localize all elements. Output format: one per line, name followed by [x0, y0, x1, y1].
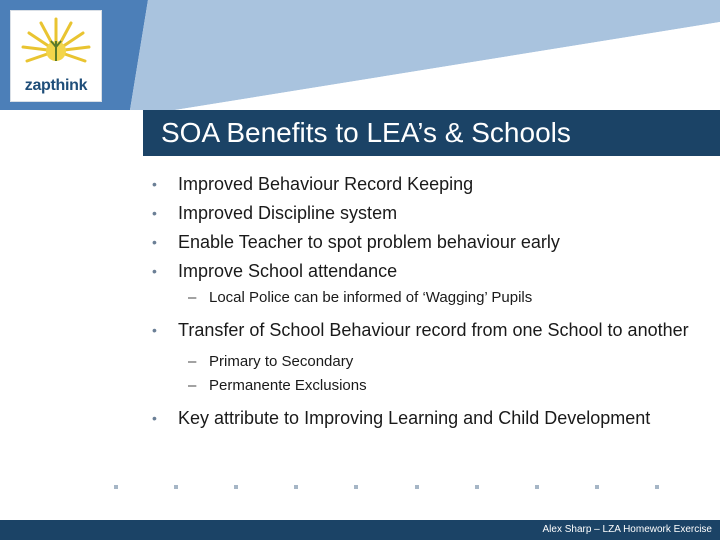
footer-text: Alex Sharp – LZA Homework Exercise [542, 524, 712, 535]
title-bar [143, 110, 720, 156]
bullet-text: Improve School attendance [178, 261, 398, 281]
bullet-marker: • [152, 410, 157, 426]
sub-bullet-marker: – [188, 289, 197, 306]
bullet-list [150, 172, 710, 435]
sub-bullet-marker: – [188, 377, 197, 394]
decorative-dot-row [114, 485, 659, 491]
bullet-marker: • [152, 176, 157, 192]
bullet-item [150, 259, 710, 283]
bullet-item [150, 201, 710, 225]
bullet-text: Improved Behaviour Record Keeping [178, 174, 474, 194]
bullet-marker: • [152, 234, 157, 250]
sub-bullet-text: Permanente Exclusions [209, 377, 367, 394]
bullet-item [150, 172, 710, 196]
bullet-text: Improved Discipline system [178, 203, 398, 223]
sun-icon [11, 11, 101, 81]
bullet-item [150, 406, 710, 430]
bullet-text: Enable Teacher to spot problem behaviour early [178, 232, 560, 252]
logo-wordmark: zapthink [24, 77, 88, 94]
sub-bullet-marker: – [188, 353, 197, 370]
header-decoration [0, 0, 720, 110]
sub-bullet-item [150, 376, 710, 396]
bullet-marker: • [152, 205, 157, 221]
bullet-item [150, 230, 710, 254]
bullet-text: Transfer of School Behaviour record from one School to another [178, 320, 689, 340]
sub-bullet-item [150, 288, 710, 308]
company-logo [10, 10, 102, 102]
footer-bar [0, 520, 720, 540]
page-title: SOA Benefits to LEA’s & Schools [161, 117, 571, 148]
sub-bullet-item [150, 352, 710, 372]
bullet-item [150, 318, 710, 342]
bullet-text: Key attribute to Improving Learning and Child Development [178, 408, 651, 428]
sub-bullet-text: Local Police can be informed of ‘Wagging’ Pupils [209, 289, 533, 306]
sub-bullet-text: Primary to Secondary [209, 353, 354, 370]
bullet-marker: • [152, 322, 157, 338]
bullet-marker: • [152, 263, 157, 279]
